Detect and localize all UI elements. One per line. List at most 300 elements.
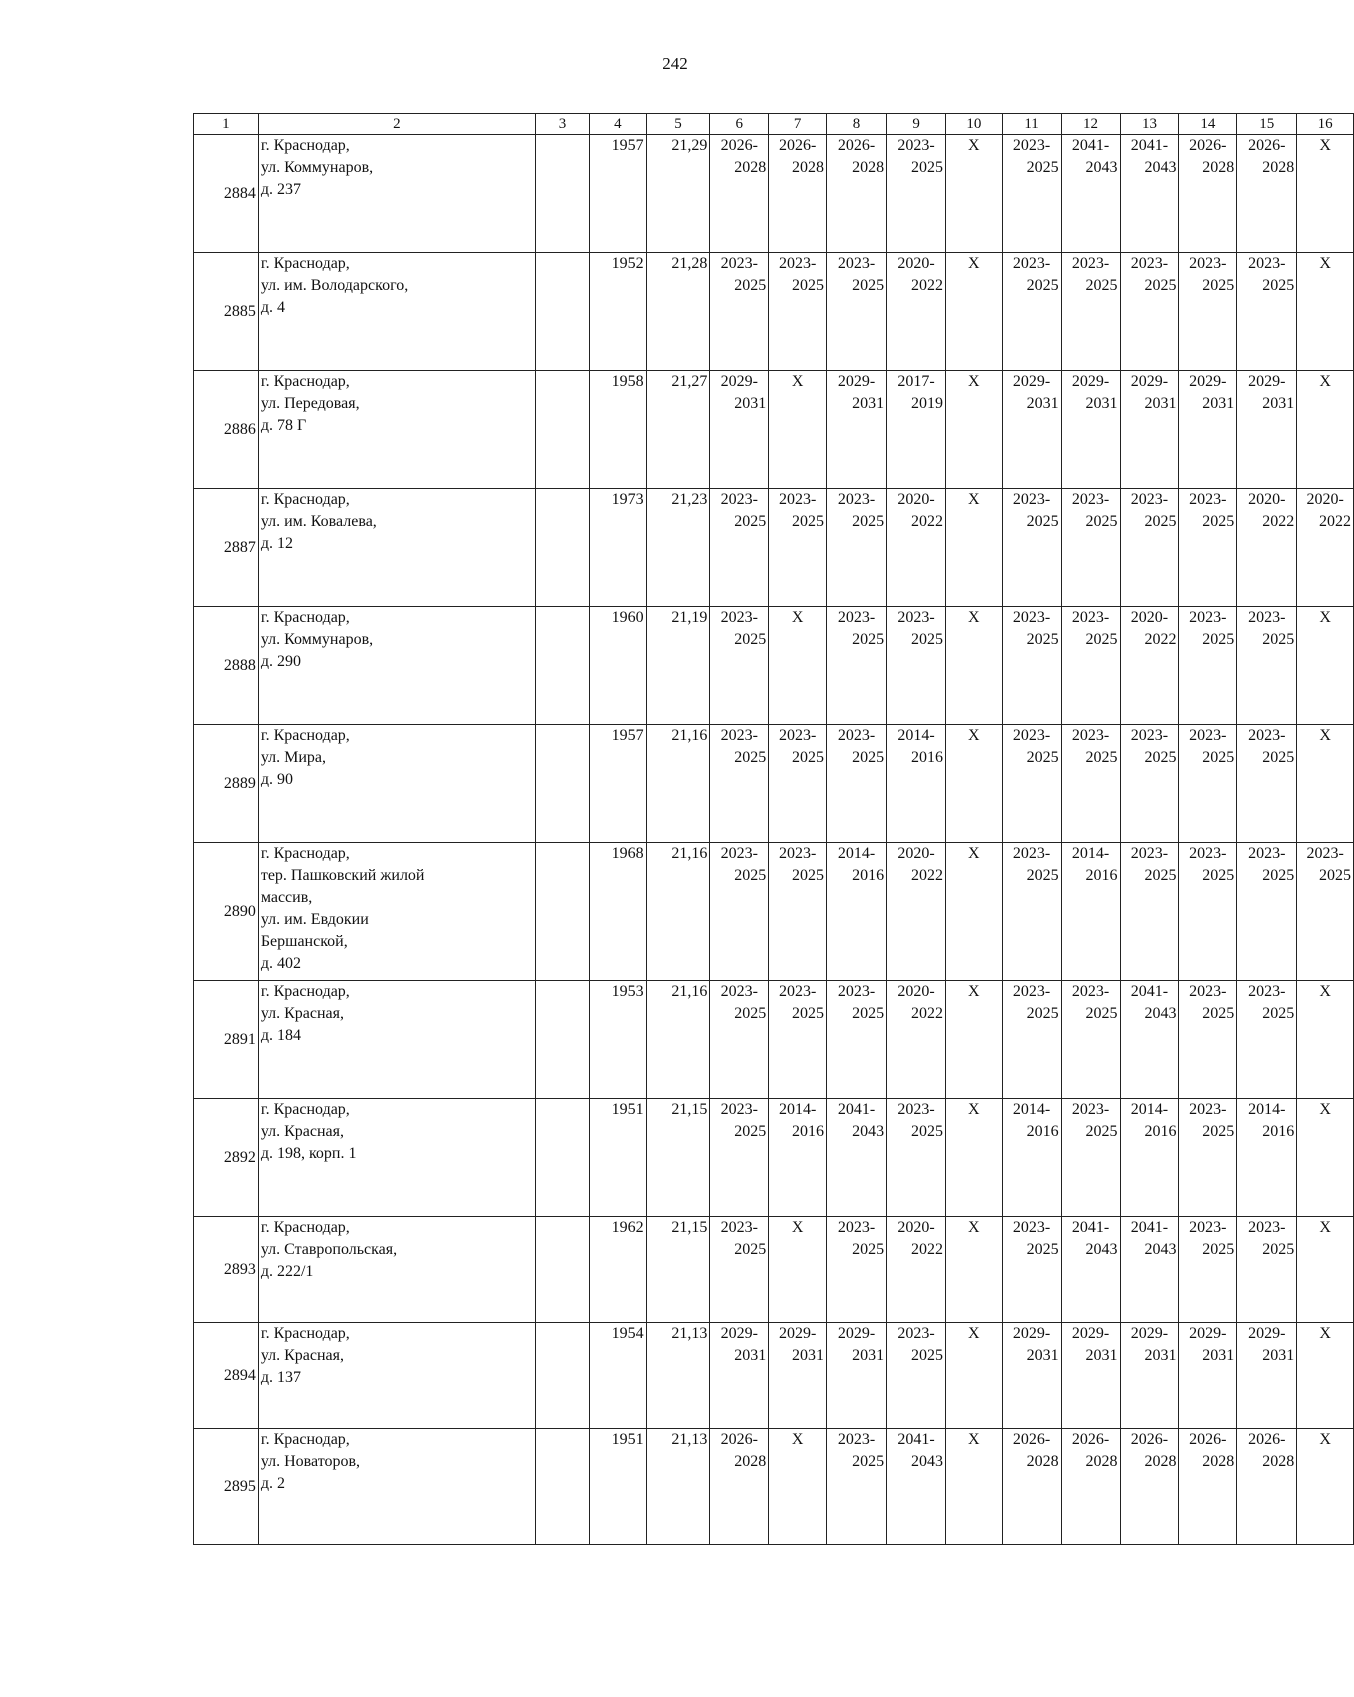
period-cell: [1002, 725, 1061, 843]
period-start: 2026-: [778, 137, 817, 154]
mark-cell: Х: [769, 607, 827, 725]
period-cell: [887, 253, 946, 371]
period-cell: [1179, 607, 1237, 725]
period-start: 2023-: [837, 727, 876, 744]
period-cell: [1237, 1323, 1297, 1429]
col3-cell: [535, 1217, 589, 1323]
period-start: 2023-: [1012, 609, 1051, 626]
period-cell: [1120, 725, 1179, 843]
period-start: 2041-: [1130, 137, 1169, 154]
mark-cell: Х: [946, 1429, 1003, 1545]
period-end: 2031: [1026, 1347, 1059, 1364]
period-end: 2031: [792, 1347, 824, 1364]
period-start: 2023-: [897, 137, 935, 154]
year-cell: 1958: [590, 371, 647, 489]
period-start: 2023-: [1012, 137, 1051, 154]
column-header: 12: [1061, 114, 1120, 135]
period-cell: [827, 1323, 887, 1429]
period-end: 2025: [1262, 749, 1295, 766]
period-end: 2025: [911, 159, 944, 176]
period-end: 2025: [734, 749, 767, 766]
period-cell: [1061, 371, 1120, 489]
period-end: 2025: [1202, 1241, 1235, 1258]
period-cell: [769, 725, 827, 843]
period-cell: [1120, 1429, 1179, 1545]
address-line: ул. Коммунаров,: [260, 159, 374, 176]
period-cell: [1120, 371, 1179, 489]
col3-cell: [535, 725, 589, 843]
period-cell: [887, 489, 946, 607]
period-cell: [1061, 843, 1120, 981]
value-cell: 21,23: [646, 489, 710, 607]
address-line: д. 137: [260, 1369, 301, 1386]
column-header: 3: [535, 114, 589, 135]
col3-cell: [535, 843, 589, 981]
period-end: 2031: [734, 1347, 767, 1364]
period-start: 2020-: [1306, 491, 1344, 508]
period-start: 2041-: [1130, 983, 1169, 1000]
column-header: 13: [1120, 114, 1179, 135]
period-start: 2023-: [1189, 255, 1227, 272]
period-cell: [1179, 1099, 1237, 1217]
period-start: 2029-: [1248, 1325, 1286, 1342]
period-end: 2031: [1202, 395, 1235, 412]
period-end: 2025: [1202, 749, 1235, 766]
address-line: г. Краснодар,: [260, 255, 350, 272]
period-start: 2023-: [1071, 983, 1110, 1000]
period-end: 2025: [792, 277, 824, 294]
period-cell: [1179, 253, 1237, 371]
period-end: 2025: [1026, 159, 1059, 176]
period-end: 2025: [1144, 749, 1177, 766]
period-end: 2022: [1319, 513, 1351, 530]
period-start: 2023-: [1248, 1219, 1286, 1236]
table-row: [194, 1429, 1354, 1545]
period-end: 2025: [1026, 867, 1059, 884]
period-end: 2028: [1085, 1453, 1118, 1470]
address-line: ул. им. Евдокии: [260, 911, 369, 928]
period-start: 2023-: [837, 491, 876, 508]
period-end: 2025: [1262, 1005, 1295, 1022]
period-end: 2043: [911, 1453, 944, 1470]
table-row: [194, 371, 1354, 489]
period-end: 2025: [852, 749, 885, 766]
column-header: 14: [1179, 114, 1237, 135]
table-row: [194, 1323, 1354, 1429]
period-end: 2031: [1085, 395, 1118, 412]
period-start: 2023-: [1189, 491, 1227, 508]
period-start: 2023-: [720, 1219, 758, 1236]
address-cell: [258, 981, 535, 1099]
period-start: 2029-: [1071, 1325, 1110, 1342]
period-start: 2026-: [1071, 1431, 1110, 1448]
row-number: 2895: [194, 1429, 259, 1545]
address-line: д. 2: [260, 1475, 285, 1492]
mark-cell: Х: [946, 371, 1003, 489]
period-cell: [769, 1323, 827, 1429]
period-cell: [1061, 725, 1120, 843]
row-number: 2887: [194, 489, 259, 607]
year-cell: 1960: [590, 607, 647, 725]
year-cell: 1957: [590, 725, 647, 843]
period-cell: [710, 981, 769, 1099]
period-cell: [887, 1323, 946, 1429]
period-cell: [710, 1323, 769, 1429]
row-number: 2893: [194, 1217, 259, 1323]
period-start: 2023-: [837, 983, 876, 1000]
period-end: 2019: [911, 395, 944, 412]
period-start: 2023-: [720, 845, 758, 862]
period-cell: [1179, 1429, 1237, 1545]
period-start: 2023-: [778, 983, 817, 1000]
period-end: 2025: [734, 1123, 767, 1140]
period-start: 2020-: [897, 983, 935, 1000]
period-start: 2026-: [1189, 1431, 1227, 1448]
period-start: 2023-: [1306, 845, 1344, 862]
period-start: 2023-: [1071, 1101, 1110, 1118]
period-cell: [1179, 489, 1237, 607]
table-row: [194, 253, 1354, 371]
value-cell: 21,15: [646, 1099, 710, 1217]
period-cell: [827, 725, 887, 843]
mark-cell: Х: [946, 1099, 1003, 1217]
address-cell: [258, 489, 535, 607]
row-number: 2894: [194, 1323, 259, 1429]
period-end: 2016: [1262, 1123, 1295, 1140]
period-start: 2023-: [897, 1101, 935, 1118]
period-start: 2014-: [1071, 845, 1110, 862]
period-cell: [887, 725, 946, 843]
period-start: 2029-: [837, 1325, 876, 1342]
period-cell: [769, 1099, 827, 1217]
address-line: г. Краснодар,: [260, 137, 350, 154]
period-cell: [1120, 135, 1179, 253]
period-start: 2014-: [837, 845, 876, 862]
mark-cell: Х: [946, 607, 1003, 725]
period-end: 2025: [1026, 1241, 1059, 1258]
mark-cell: Х: [946, 135, 1003, 253]
period-start: 2023-: [720, 1101, 758, 1118]
period-start: 2023-: [837, 1431, 876, 1448]
period-start: 2029-: [1189, 373, 1227, 390]
year-cell: 1968: [590, 843, 647, 981]
period-cell: [1061, 1099, 1120, 1217]
period-end: 2028: [792, 159, 824, 176]
period-cell: [1120, 489, 1179, 607]
period-end: 2025: [1085, 1005, 1118, 1022]
mark-cell: Х: [946, 981, 1003, 1099]
period-end: 2028: [1262, 159, 1295, 176]
year-cell: 1953: [590, 981, 647, 1099]
period-end: 2025: [792, 867, 824, 884]
address-line: г. Краснодар,: [260, 845, 350, 862]
period-cell: [1179, 371, 1237, 489]
period-end: 2031: [1262, 395, 1295, 412]
period-start: 2023-: [1012, 845, 1051, 862]
period-start: 2020-: [1130, 609, 1169, 626]
period-end: 2028: [852, 159, 885, 176]
period-cell: [1002, 607, 1061, 725]
period-cell: [887, 1099, 946, 1217]
period-start: 2020-: [897, 845, 935, 862]
period-start: 2023-: [1071, 609, 1110, 626]
year-cell: 1957: [590, 135, 647, 253]
period-start: 2023-: [1130, 255, 1169, 272]
housing-table: [193, 113, 1354, 1545]
period-end: 2025: [1026, 1005, 1059, 1022]
address-line: д. 78 Г: [260, 417, 307, 434]
period-start: 2023-: [1012, 727, 1051, 744]
page-number: 242: [662, 54, 688, 73]
table-row: [194, 489, 1354, 607]
col3-cell: [535, 981, 589, 1099]
period-end: 2031: [852, 1347, 885, 1364]
period-end: 2022: [911, 1241, 944, 1258]
period-cell: [1179, 1323, 1237, 1429]
period-end: 2016: [852, 867, 885, 884]
period-start: 2029-: [1012, 1325, 1051, 1342]
period-cell: [827, 253, 887, 371]
mark-cell: Х: [946, 725, 1003, 843]
column-header: 1: [194, 114, 259, 135]
period-cell: [887, 371, 946, 489]
period-end: 2025: [1144, 277, 1177, 294]
period-start: 2023-: [1189, 845, 1227, 862]
period-end: 2025: [1085, 749, 1118, 766]
period-end: 2025: [792, 513, 824, 530]
period-cell: [1120, 1217, 1179, 1323]
col3-cell: [535, 135, 589, 253]
period-end: 2028: [1144, 1453, 1177, 1470]
period-start: 2023-: [778, 491, 817, 508]
period-cell: [1061, 253, 1120, 371]
period-cell: [1237, 1217, 1297, 1323]
period-cell: [1237, 253, 1297, 371]
period-end: 2022: [911, 867, 944, 884]
period-start: 2023-: [1130, 727, 1169, 744]
period-start: 2023-: [837, 1219, 876, 1236]
column-header: 8: [827, 114, 887, 135]
period-start: 2020-: [897, 491, 935, 508]
address-line: Бершанской,: [260, 933, 348, 950]
period-cell: [827, 489, 887, 607]
period-start: 2023-: [1012, 255, 1051, 272]
col3-cell: [535, 1429, 589, 1545]
address-line: д. 237: [260, 181, 301, 198]
period-end: 2025: [1262, 277, 1295, 294]
period-cell: [710, 253, 769, 371]
year-cell: 1962: [590, 1217, 647, 1323]
period-cell: [1061, 489, 1120, 607]
period-cell: [710, 607, 769, 725]
address-cell: [258, 1217, 535, 1323]
period-cell: [1061, 135, 1120, 253]
period-cell: [827, 371, 887, 489]
period-end: 2031: [1144, 1347, 1177, 1364]
period-cell: [827, 843, 887, 981]
period-start: 2023-: [837, 609, 876, 626]
period-start: 2023-: [1071, 491, 1110, 508]
period-start: 2029-: [1130, 373, 1169, 390]
period-cell: [769, 135, 827, 253]
period-cell: [1061, 607, 1120, 725]
period-start: 2023-: [1248, 983, 1286, 1000]
period-cell: [1237, 1099, 1297, 1217]
value-cell: 21,16: [646, 843, 710, 981]
col3-cell: [535, 253, 589, 371]
period-cell: [1237, 1429, 1297, 1545]
period-start: 2026-: [837, 137, 876, 154]
column-header: 15: [1237, 114, 1297, 135]
period-end: 2025: [1319, 867, 1351, 884]
table-row: [194, 1217, 1354, 1323]
period-cell: [1120, 253, 1179, 371]
period-end: 2043: [1144, 159, 1177, 176]
period-start: 2023-: [1130, 845, 1169, 862]
column-header: 9: [887, 114, 946, 135]
period-cell: [1237, 981, 1297, 1099]
period-start: 2023-: [778, 727, 817, 744]
row-number: 2886: [194, 371, 259, 489]
period-cell: [1297, 489, 1354, 607]
period-start: 2026-: [1189, 137, 1227, 154]
address-cell: [258, 843, 535, 981]
period-start: 2026-: [720, 137, 758, 154]
period-start: 2041-: [1130, 1219, 1169, 1236]
address-line: ул. Мира,: [260, 749, 326, 766]
period-start: 2014-: [1130, 1101, 1169, 1118]
period-end: 2016: [1144, 1123, 1177, 1140]
address-line: г. Краснодар,: [260, 373, 350, 390]
period-end: 2025: [734, 277, 767, 294]
period-end: 2025: [1085, 1123, 1118, 1140]
period-end: 2025: [792, 749, 824, 766]
period-end: 2016: [1026, 1123, 1059, 1140]
period-cell: [1002, 843, 1061, 981]
period-end: 2025: [1202, 513, 1235, 530]
period-start: 2023-: [1130, 491, 1169, 508]
col3-cell: [535, 1099, 589, 1217]
value-cell: 21,16: [646, 981, 710, 1099]
period-end: 2025: [852, 1005, 885, 1022]
period-start: 2020-: [897, 1219, 935, 1236]
mark-cell: Х: [769, 1217, 827, 1323]
period-end: 2031: [734, 395, 767, 412]
period-end: 2025: [1085, 277, 1118, 294]
period-cell: [769, 981, 827, 1099]
period-cell: [1002, 489, 1061, 607]
period-start: 2029-: [1248, 373, 1286, 390]
period-end: 2043: [1144, 1005, 1177, 1022]
period-cell: [827, 1429, 887, 1545]
address-cell: [258, 725, 535, 843]
period-cell: [1179, 981, 1237, 1099]
column-header: 7: [769, 114, 827, 135]
year-cell: 1952: [590, 253, 647, 371]
value-cell: 21,13: [646, 1323, 710, 1429]
period-end: 2016: [911, 749, 944, 766]
mark-cell: Х: [946, 489, 1003, 607]
period-end: 2031: [1026, 395, 1059, 412]
period-start: 2041-: [897, 1431, 935, 1448]
address-line: ул. Коммунаров,: [260, 631, 374, 648]
address-line: д. 290: [260, 653, 301, 670]
address-line: ул. Красная,: [260, 1123, 345, 1140]
year-cell: 1951: [590, 1429, 647, 1545]
period-end: 2025: [1026, 513, 1059, 530]
row-number: 2892: [194, 1099, 259, 1217]
period-end: 2025: [1262, 1241, 1295, 1258]
col3-cell: [535, 371, 589, 489]
period-cell: [887, 843, 946, 981]
period-start: 2026-: [1248, 1431, 1286, 1448]
period-start: 2023-: [1012, 491, 1051, 508]
period-cell: [1237, 725, 1297, 843]
period-cell: [1179, 843, 1237, 981]
address-cell: [258, 371, 535, 489]
period-start: 2023-: [720, 609, 758, 626]
period-cell: [1297, 843, 1354, 981]
period-end: 2022: [1262, 513, 1295, 530]
period-end: 2025: [1026, 749, 1059, 766]
period-start: 2014-: [1012, 1101, 1051, 1118]
address-line: д. 4: [260, 299, 285, 316]
period-cell: [1002, 1323, 1061, 1429]
period-start: 2023-: [778, 845, 817, 862]
mark-cell: Х: [1297, 607, 1354, 725]
period-start: 2023-: [720, 255, 758, 272]
period-end: 2031: [1085, 1347, 1118, 1364]
period-start: 2041-: [837, 1101, 876, 1118]
period-cell: [710, 725, 769, 843]
period-cell: [710, 489, 769, 607]
period-start: 2020-: [897, 255, 935, 272]
address-line: ул. Ставропольская,: [260, 1241, 398, 1258]
period-end: 2022: [911, 1005, 944, 1022]
address-line: ул. Красная,: [260, 1005, 345, 1022]
period-cell: [1002, 981, 1061, 1099]
period-cell: [827, 135, 887, 253]
period-end: 2025: [734, 1005, 767, 1022]
address-line: ул. им. Ковалева,: [260, 513, 377, 530]
period-cell: [769, 843, 827, 981]
period-end: 2028: [1026, 1453, 1059, 1470]
period-end: 2028: [734, 1453, 767, 1470]
mark-cell: Х: [946, 843, 1003, 981]
period-end: 2025: [852, 277, 885, 294]
row-number: 2889: [194, 725, 259, 843]
period-end: 2025: [1144, 867, 1177, 884]
period-cell: [1120, 1099, 1179, 1217]
period-cell: [827, 607, 887, 725]
period-cell: [1002, 371, 1061, 489]
year-cell: 1951: [590, 1099, 647, 1217]
period-start: 2023-: [1189, 1219, 1227, 1236]
period-end: 2022: [911, 513, 944, 530]
period-start: 2023-: [1248, 255, 1286, 272]
period-cell: [1120, 843, 1179, 981]
mark-cell: Х: [1297, 371, 1354, 489]
address-line: г. Краснодар,: [260, 1325, 350, 1342]
column-header: 4: [590, 114, 647, 135]
mark-cell: Х: [946, 1217, 1003, 1323]
table-row: [194, 1099, 1354, 1217]
period-cell: [1002, 135, 1061, 253]
period-cell: [1061, 1323, 1120, 1429]
value-cell: 21,13: [646, 1429, 710, 1545]
period-start: 2014-: [897, 727, 935, 744]
period-cell: [1120, 1323, 1179, 1429]
